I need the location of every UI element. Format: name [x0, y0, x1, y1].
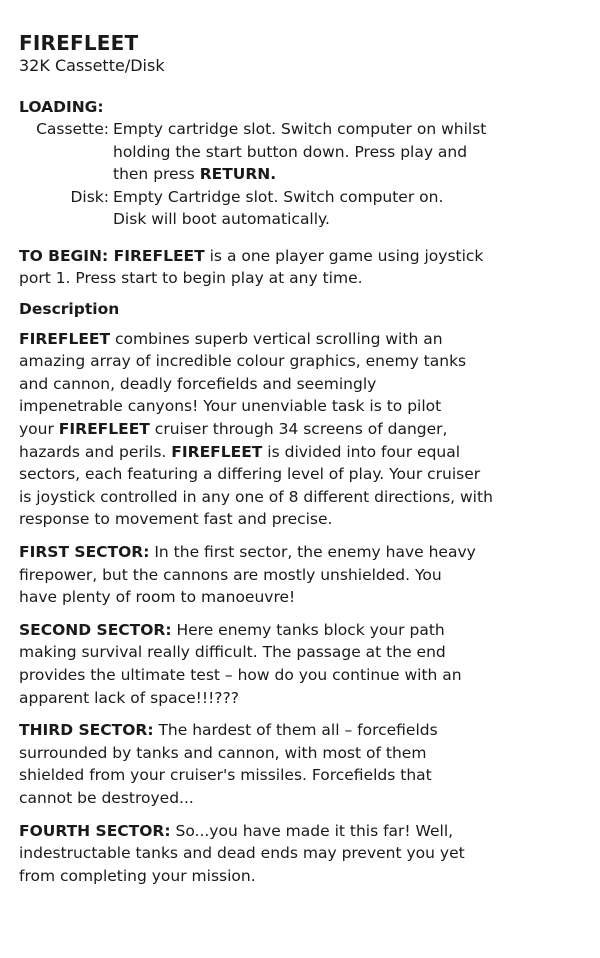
cassette-line: Empty cartridge slot. Switch computer on whilst: [113, 120, 487, 138]
paragraph-text: Here enemy tanks block your path: [171, 620, 445, 639]
paragraph-line: is joystick controlled in any one of 8 different directions, with: [19, 487, 493, 506]
paragraph-line: [19, 820, 584, 843]
paragraph-text: In the first sector, the enemy have heavy: [149, 543, 476, 562]
paragraph-text: So...you have made it this far! Well,: [170, 821, 454, 840]
disk-label: Disk:: [70, 187, 109, 206]
description-heading: Description: [19, 299, 120, 318]
game-title: FIREFLEET: [19, 31, 139, 55]
paragraph-line: amazing array of incredible colour graphics, enemy tanks: [19, 352, 467, 371]
paragraph-line: [19, 619, 584, 642]
paragraph-line: firepower, but the cannons are mostly unshielded. You: [19, 565, 442, 584]
paragraph-line: [19, 245, 584, 268]
first-sector-label: FIRST SECTOR:: [19, 543, 150, 562]
loading-heading: LOADING:: [19, 98, 104, 116]
paragraph-text: is a one player game using joystick: [204, 246, 484, 265]
third-sector-paragraph: [19, 719, 584, 809]
disk-line: Disk will boot automatically.: [113, 210, 330, 228]
paragraph-line: [19, 441, 584, 464]
second-sector-label: SECOND SECTOR:: [19, 620, 172, 639]
format-subtitle: 32K Cassette/Disk: [19, 56, 165, 75]
instruction-sheet: [19, 30, 584, 887]
paragraph-text: is divided into four equal: [262, 442, 461, 461]
cassette-line-text: then press: [113, 165, 200, 183]
paragraph-line: shielded from your cruiser's missiles. Forcefields that: [19, 766, 432, 785]
fourth-sector-paragraph: [19, 820, 584, 888]
paragraph-line: and cannon, deadly forcefields and seemingly: [19, 374, 377, 393]
paragraph-line: surrounded by tanks and cannon, with most of them: [19, 743, 427, 762]
paragraph-line: have plenty of room to manoeuvre!: [19, 588, 296, 607]
paragraph-line: indestructable tanks and dead ends may prevent you yet: [19, 844, 465, 863]
paragraph-text: your: [19, 420, 59, 439]
paragraph-text: combines superb vertical scrolling with an: [110, 329, 443, 348]
first-sector-paragraph: [19, 541, 584, 609]
cassette-line: holding the start button down. Press play and: [113, 142, 468, 161]
paragraph-line: sectors, each featuring a differing level of play. Your cruiser: [19, 465, 481, 484]
description-paragraph: [19, 328, 584, 531]
cassette-instructions: [19, 118, 584, 186]
paragraph-line: [19, 328, 584, 351]
game-name: FIREFLEET: [58, 420, 150, 439]
paragraph-line: making survival really difficult. The passage at the end: [19, 643, 446, 662]
cassette-label: Cassette:: [36, 120, 109, 138]
paragraph-line: response to movement fast and precise.: [19, 510, 333, 529]
paragraph-line: provides the ultimate test – how do you continue with an: [19, 666, 462, 684]
paragraph-text: hazards and perils.: [19, 442, 172, 461]
fourth-sector-label: FOURTH SECTOR:: [19, 821, 171, 840]
paragraph-line: impenetrable canyons! Your unenviable task is to pilot: [19, 397, 442, 416]
second-sector-paragraph: [19, 619, 584, 709]
game-name: FIREFLEET: [19, 329, 111, 348]
paragraph-line: from completing your mission.: [19, 866, 256, 885]
paragraph-text: The hardest of them all – forcefields: [153, 721, 438, 740]
paragraph-line: [19, 541, 584, 564]
paragraph-text: cruiser through 34 screens of danger,: [149, 420, 448, 439]
third-sector-label: THIRD SECTOR:: [19, 721, 154, 740]
disk-instructions: [19, 186, 584, 231]
cassette-line: [113, 163, 584, 186]
return-key-label: RETURN.: [199, 165, 277, 183]
disk-line: Empty Cartridge slot. Switch computer on.: [113, 187, 444, 206]
paragraph-line: cannot be destroyed...: [19, 788, 194, 807]
paragraph-line: port 1. Press start to begin play at any time.: [19, 269, 363, 288]
disk-text: [109, 186, 584, 231]
to-begin-label: TO BEGIN: FIREFLEET: [19, 246, 205, 265]
game-name: FIREFLEET: [171, 442, 263, 461]
paragraph-line: [19, 418, 584, 441]
to-begin-paragraph: [19, 245, 584, 290]
paragraph-line: apparent lack of space!!!???: [19, 688, 239, 707]
cassette-text: [109, 118, 584, 186]
paragraph-line: [19, 719, 584, 742]
